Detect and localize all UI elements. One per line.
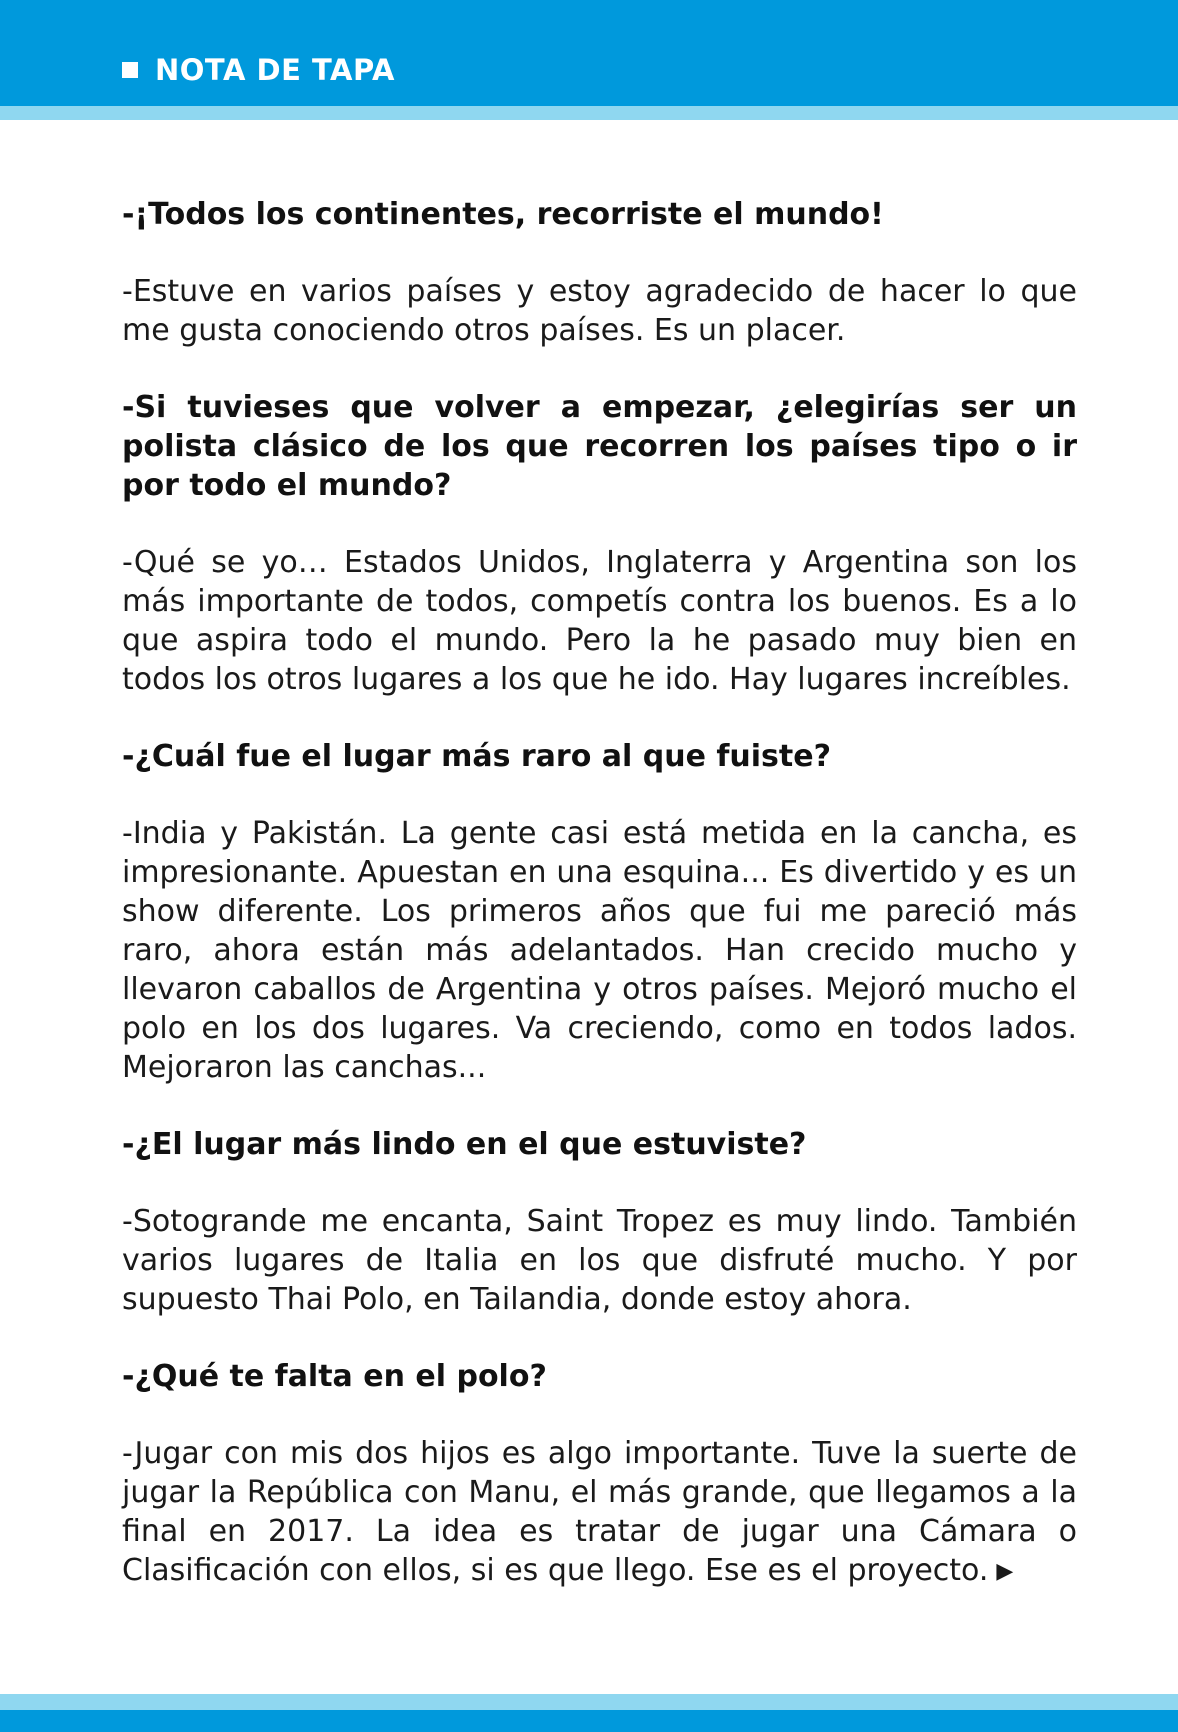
question-5: -¿Qué te falta en el polo? (122, 1359, 547, 1394)
answer-2: -Qué se yo… Estados Unidos, Inglaterra y Argentina son los más importante de todos, competís contra los buenos. Es a lo que aspira todo el mundo. Pero la he pasado muy bien en todos los otros lugares a los que he ido. Hay lugares increíbles. (122, 545, 1077, 697)
question-3: -¿Cuál fue el lugar más raro al que fuiste? (122, 739, 831, 774)
square-icon (122, 62, 138, 78)
header-stripe (0, 106, 1178, 120)
footer-stripe (0, 1694, 1178, 1710)
question-2: -Si tuvieses que volver a empezar, ¿elegirías ser un polista clásico de los que recorren los países tipo o ir por todo el mundo? (122, 390, 1077, 503)
footer-bar (0, 1710, 1178, 1732)
section-label (122, 50, 395, 90)
answer-5: -Jugar con mis dos hijos es algo importante. Tuve la suerte de jugar la República con Manu, el más grande, que llegamos a la final en 2017. La idea es tratar de jugar una Cámara o Clasificación con ellos, si es que llego. Ese es el proyecto. (122, 1436, 1077, 1588)
answer-1: -Estuve en varios países y estoy agradecido de hacer lo que me gusta conociendo otros países. Es un placer. (122, 274, 1077, 348)
question-4: -¿El lugar más lindo en el que estuviste? (122, 1127, 807, 1162)
interview-body (122, 195, 1077, 1591)
answer-4: -Sotogrande me encanta, Saint Tropez es muy lindo. También varios lugares de Italia en los que disfruté mucho. Y por supuesto Thai Polo, en Tailandia, donde estoy ahora. (122, 1204, 1077, 1317)
header-bar (0, 0, 1178, 106)
section-title: NOTA DE TAPA (155, 53, 395, 87)
answer-3: -India y Pakistán. La gente casi está metida en la cancha, es impresionante. Apuestan en una esquina... Es divertido y es un show diferente. Los primeros años que fui me pareció más raro, ahora están más adelantados. Han crecido mucho y llevaron caballos de Argentina y otros países. Mejoró mucho el polo en los dos lugares. Va creciendo, como en todos lados. Mejoraron las canchas... (122, 816, 1077, 1085)
answer-5-paragraph (122, 1434, 1077, 1591)
play-arrow-icon: ▶ (996, 1559, 1014, 1584)
question-1: -¡Todos los continentes, recorriste el mundo! (122, 197, 884, 232)
